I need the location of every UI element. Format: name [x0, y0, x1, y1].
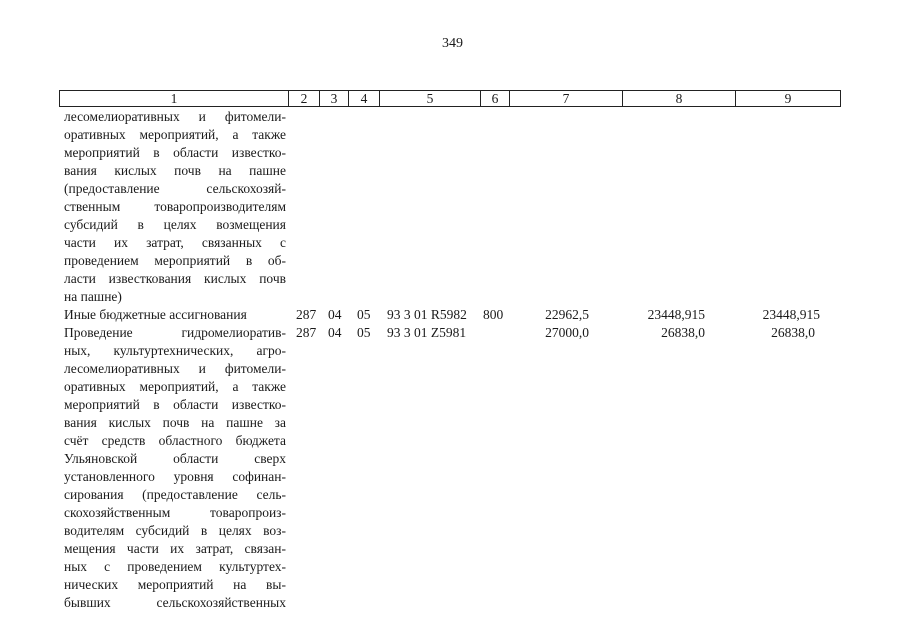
description-line: Ульяновской области сверх: [64, 451, 286, 466]
description-line: сирования (предоставление сель-: [64, 487, 286, 502]
description-line: мероприятий в области известко-: [64, 397, 286, 412]
row-name: Проведение гидромелиоратив-: [64, 325, 286, 340]
cell-col-7: 22962,5: [545, 307, 589, 322]
header-col-8: 8: [622, 90, 736, 107]
cell-col-5: 93 3 01 Z5981: [387, 325, 467, 340]
description-line: скохозяйственным товаропроиз-: [64, 505, 286, 520]
cell-col-2: 287: [296, 307, 317, 322]
header-col-7: 7: [509, 90, 623, 107]
cell-col-6: 800: [483, 307, 504, 322]
description-line: лесомелиоративных и фитомели-: [64, 109, 286, 124]
description-line: проведением мероприятий в об-: [64, 253, 286, 268]
header-col-4: 4: [348, 90, 380, 107]
cell-col-4: 05: [357, 325, 371, 340]
cell-col-9: 23448,915: [762, 307, 820, 322]
description-line: ласти известкования кислых почв: [64, 271, 286, 286]
cell-col-8: 23448,915: [647, 307, 705, 322]
description-line: мероприятий в области известко-: [64, 145, 286, 160]
header-col-2: 2: [288, 90, 320, 107]
description-line: водителям субсидий в целях воз-: [64, 523, 286, 538]
header-col-9: 9: [735, 90, 841, 107]
description-line: ственным товаропроизводителям: [64, 199, 286, 214]
page-number: 349: [442, 36, 463, 51]
description-line: установленного уровня софинан-: [64, 469, 286, 484]
cell-col-7: 27000,0: [545, 325, 589, 340]
description-line: лесомелиоративных и фитомели-: [64, 361, 286, 376]
header-col-3: 3: [319, 90, 349, 107]
description-line: вания кислых почв на пашне за: [64, 415, 286, 430]
cell-col-5: 93 3 01 R5982: [387, 307, 467, 322]
cell-col-8: 26838,0: [661, 325, 705, 340]
description-line: оративных мероприятий, а также: [64, 379, 286, 394]
cell-col-2: 287: [296, 325, 317, 340]
table-header: [59, 90, 841, 107]
row-name: Иные бюджетные ассигнования: [64, 307, 247, 322]
description-line: ных, культуртехнических, агро-: [64, 343, 286, 358]
description-line: субсидий в целях возмещения: [64, 217, 286, 232]
header-col-6: 6: [480, 90, 510, 107]
description-line: счёт средств областного бюджета: [64, 433, 286, 448]
description-line: нических мероприятий на вы-: [64, 577, 286, 592]
header-col-1: 1: [59, 90, 289, 107]
description-line: оративных мероприятий, а также: [64, 127, 286, 142]
description-line: (предоставление сельскохозяй-: [64, 181, 286, 196]
cell-col-4: 05: [357, 307, 371, 322]
description-line: ных с проведением культуртех-: [64, 559, 286, 574]
description-line: части их затрат, связанных с: [64, 235, 286, 250]
header-col-5: 5: [379, 90, 481, 107]
description-line: на пашне): [64, 289, 122, 304]
cell-col-3: 04: [328, 307, 342, 322]
description-line: бывших сельскохозяйственных: [64, 595, 286, 610]
description-line: вания кислых почв на пашне: [64, 163, 286, 178]
cell-col-9: 26838,0: [771, 325, 815, 340]
description-line: мещения части их затрат, связан-: [64, 541, 286, 556]
cell-col-3: 04: [328, 325, 342, 340]
